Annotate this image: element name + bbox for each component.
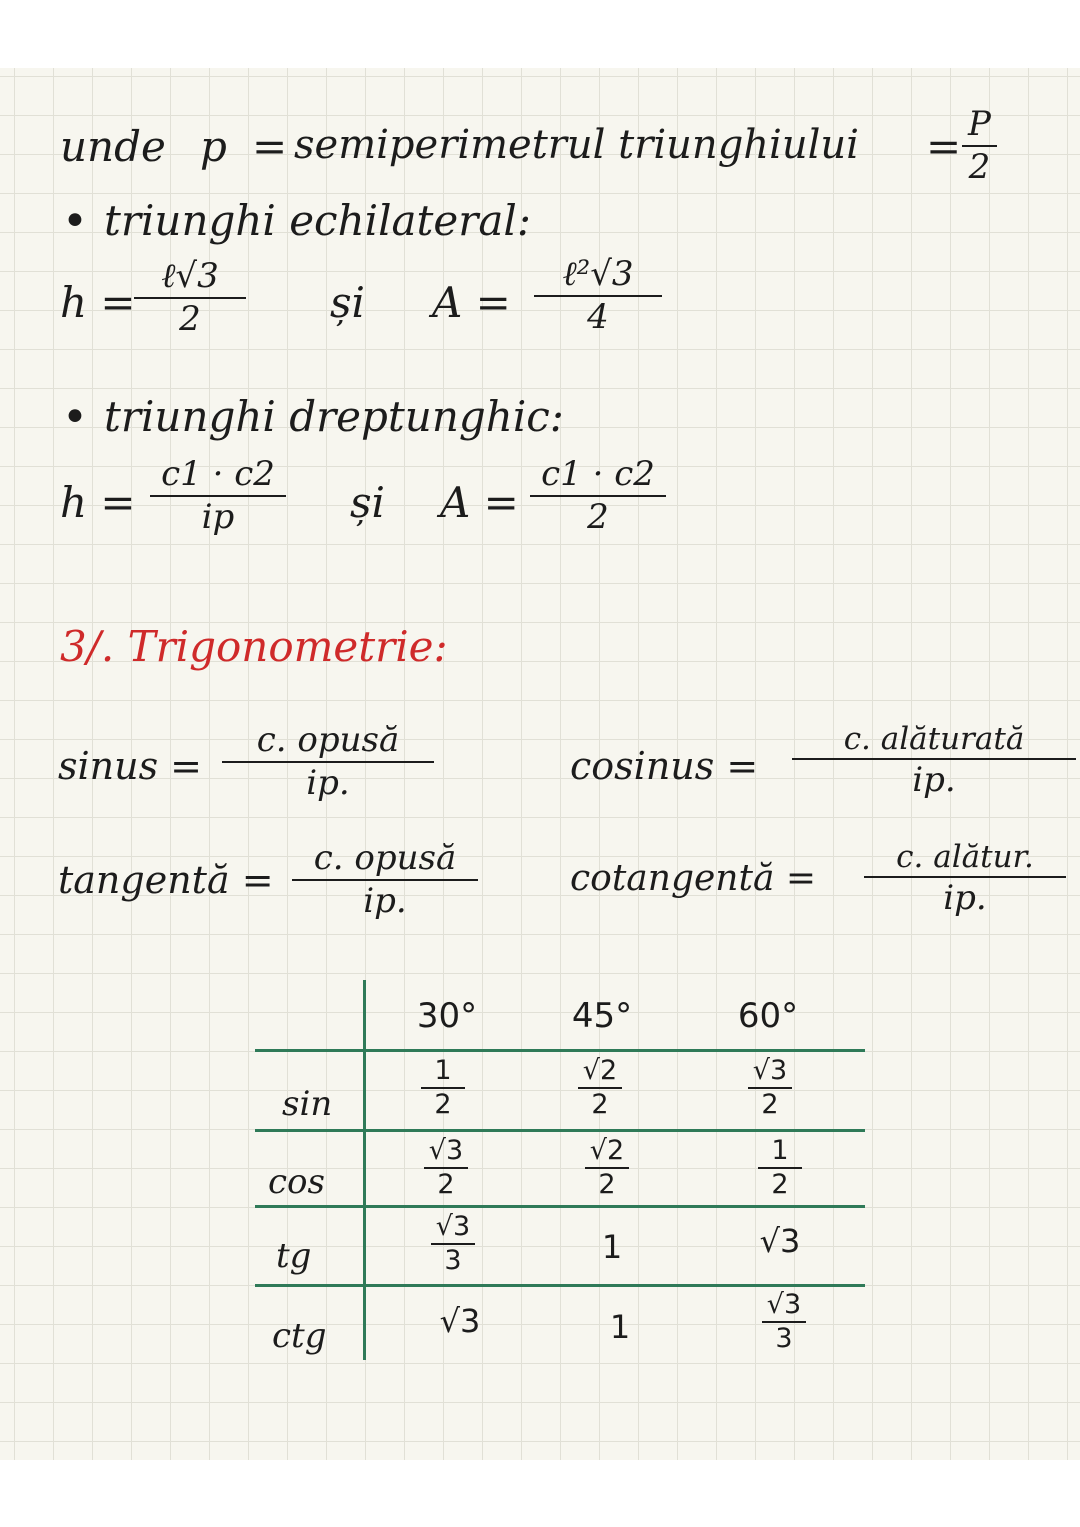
table-row-line <box>255 1284 865 1287</box>
cell-cos-45 <box>585 1136 629 1199</box>
tangenta-fraction <box>292 840 478 921</box>
table-header-line <box>255 1049 865 1052</box>
right-triangle-heading: triunghi dreptunghic: <box>104 392 564 441</box>
equilateral-heading: triunghi echilateral: <box>104 196 531 245</box>
cosinus-fraction <box>792 722 1076 799</box>
cell-tg-60: √3 <box>759 1222 801 1260</box>
cell-numerator: √3 <box>752 1055 788 1086</box>
cell-denominator: 3 <box>775 1322 793 1354</box>
fraction-numerator: c. opusă <box>313 838 457 878</box>
right-height-fraction <box>150 456 286 537</box>
cell-ctg-30: √3 <box>439 1302 481 1340</box>
sinus-fraction <box>222 722 434 803</box>
equals-sign-2: = <box>926 122 962 171</box>
cotangenta-label: cotangentă = <box>570 858 817 899</box>
right-area-fraction <box>530 456 666 537</box>
equals-sign: = <box>252 122 288 171</box>
fraction-denominator: 2 <box>179 299 201 340</box>
bullet-right-triangle: • <box>62 392 88 443</box>
cell-numerator: 1 <box>771 1135 789 1166</box>
semiperimeter-text: semiperimetrul triunghiului <box>294 122 859 168</box>
table-vertical-line <box>363 980 366 1360</box>
cotangenta-fraction <box>864 840 1066 917</box>
cell-numerator: √3 <box>766 1289 802 1320</box>
si-word-2: și <box>350 478 385 527</box>
cosinus-label: cosinus = <box>570 744 759 788</box>
header-30: 30° <box>416 996 478 1036</box>
row-label-tg: tg <box>276 1236 312 1276</box>
fraction-denominator: ip. <box>943 878 987 919</box>
right-area-label: A = <box>440 478 519 527</box>
fraction-denominator: ip <box>201 497 235 538</box>
fraction-numerator: c. alăturată <box>843 721 1025 757</box>
cell-sin-30 <box>421 1056 465 1119</box>
row-label-ctg: ctg <box>272 1316 327 1356</box>
cell-denominator: 2 <box>437 1168 455 1200</box>
header-45: 45° <box>571 996 633 1036</box>
fraction-numerator: c1 · c2 <box>161 454 275 494</box>
fraction-numerator: c. opusă <box>256 720 400 760</box>
p-over-2-fraction <box>962 106 997 187</box>
fraction-denominator: ip. <box>363 881 407 922</box>
fraction-denominator: ip. <box>306 763 350 804</box>
cell-cos-60 <box>758 1136 802 1199</box>
fraction-numerator: c. alătur. <box>896 839 1034 875</box>
cell-ctg-45: 1 <box>609 1308 631 1346</box>
tangenta-label: tangentă = <box>58 858 274 902</box>
fraction-numerator: ℓ²√3 <box>562 254 634 294</box>
right-h-label: h = <box>60 478 136 527</box>
cell-denominator: 2 <box>598 1168 616 1200</box>
cell-denominator: 2 <box>434 1088 452 1120</box>
cell-sin-45 <box>578 1056 622 1119</box>
fraction-numerator: c1 · c2 <box>541 454 655 494</box>
si-word: și <box>330 278 365 327</box>
cell-numerator: 1 <box>434 1055 452 1086</box>
fraction-numerator: P <box>968 104 991 144</box>
sinus-label: sinus = <box>58 744 203 788</box>
row-label-cos: cos <box>268 1162 325 1202</box>
fraction-denominator: ip. <box>912 760 956 801</box>
equilateral-area-fraction <box>534 256 662 337</box>
cell-numerator: √2 <box>582 1055 618 1086</box>
unde-word: unde <box>60 122 166 171</box>
cell-tg-30 <box>431 1212 475 1275</box>
section-title-trigonometry: 3/. Trigonometrie: <box>60 622 448 671</box>
cell-ctg-60 <box>762 1290 806 1353</box>
table-row-line <box>255 1205 865 1208</box>
fraction-denominator: 2 <box>968 147 991 188</box>
table-row-line <box>255 1129 865 1132</box>
cell-numerator: √3 <box>435 1211 471 1242</box>
equilateral-area-label: A = <box>432 278 511 327</box>
cell-sin-60 <box>748 1056 792 1119</box>
fraction-numerator: ℓ√3 <box>161 256 219 296</box>
p-variable: p <box>200 122 227 171</box>
equilateral-h-label: h = <box>60 278 136 327</box>
cell-cos-30 <box>424 1136 468 1199</box>
bullet-equilateral: • <box>62 196 88 247</box>
cell-numerator: √3 <box>428 1135 464 1166</box>
cell-denominator: 3 <box>444 1244 462 1276</box>
equilateral-height-fraction <box>134 258 246 339</box>
cell-denominator: 2 <box>771 1168 789 1200</box>
cell-denominator: 2 <box>761 1088 779 1120</box>
cell-tg-45: 1 <box>601 1228 623 1266</box>
header-60: 60° <box>737 996 799 1036</box>
cell-denominator: 2 <box>591 1088 609 1120</box>
cell-numerator: √2 <box>589 1135 625 1166</box>
fraction-denominator: 2 <box>587 497 609 538</box>
row-label-sin: sin <box>282 1084 333 1124</box>
fraction-denominator: 4 <box>587 297 609 338</box>
